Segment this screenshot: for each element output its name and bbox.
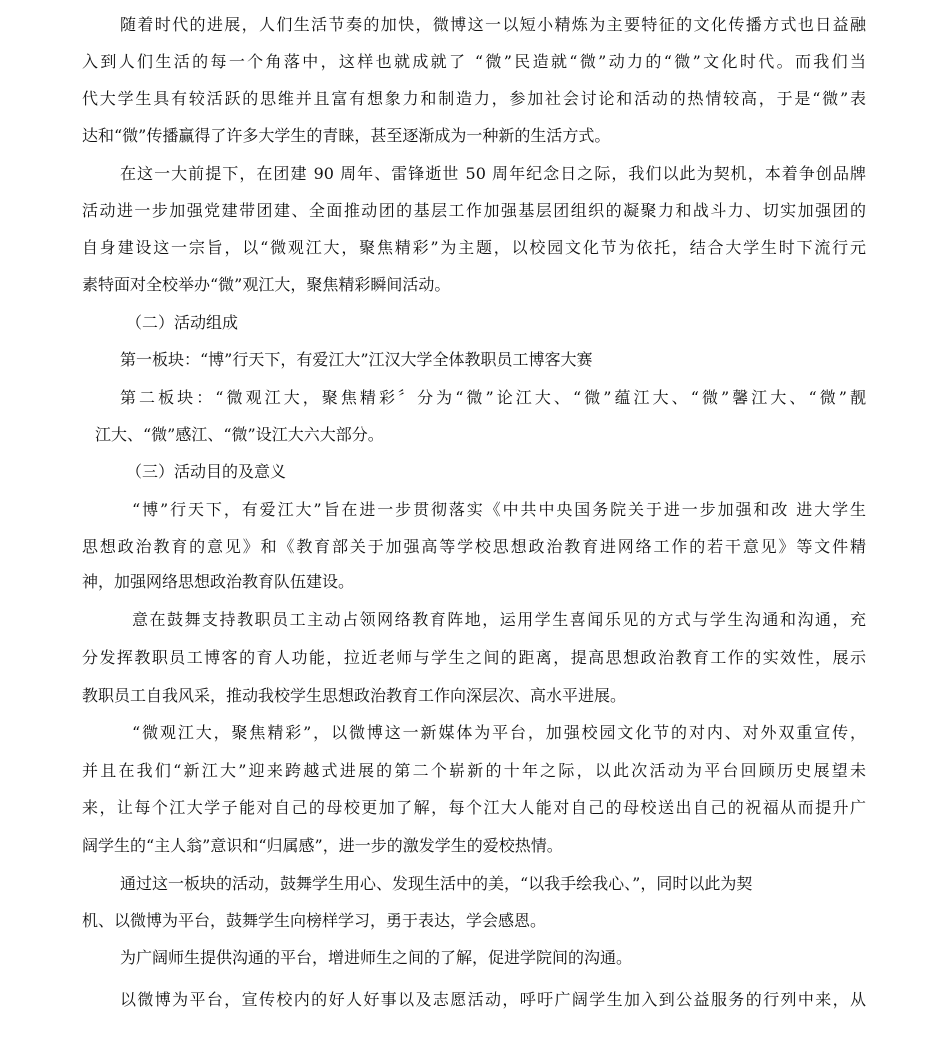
paragraph-line: 来，让每个江大学子能对自己的母校更加了解，每个江大人能对自己的母校送出自己的祝福从而提升广 [82,798,866,817]
paragraph-line: 第一板块：“博”行天下，有爱江大”江汉大学全体教职员工博客大赛 [120,350,593,369]
paragraph-line: 机、以微博为平台，鼓舞学生向榜样学习，勇于表达，学会感恩。 [82,911,547,930]
paragraph-line: 并且在我们“新江大”迎来跨越式进展的第二个崭新的十年之际，以此次活动为平台回顾历史展望未 [82,761,866,780]
paragraph-line: 达和“微”传播赢得了许多大学生的青睐，甚至逐渐成为一种新的生活方式。 [82,126,611,145]
paragraph-line: 通过这一板块的活动，鼓舞学生用心、发现生活中的美，“以我手绘我心、”，同时以此为契 [120,874,753,893]
paragraph-line: 思想政治教育的意见》和《教育部关于加强高等学校思想政治教育进网络工作的若干意见》等文件精 [82,537,866,556]
paragraph-line: 意在鼓舞支持教职员工主动占领网络教育阵地，运用学生喜闻乐见的方式与学生沟通和沟通，充 [132,610,866,629]
paragraph-line: 在这一大前提下，在团建 90 周年、雷锋逝世 50 周年纪念日之际，我们以此为契机，本着争创品牌 [120,164,866,183]
paragraph-line: 随着时代的进展，人们生活节奏的加快，微博这一以短小精炼为主要特征的文化传播方式也日益融 [120,15,866,34]
paragraph-line: 活动进一步加强党建带团建、全面推动团的基层工作加强基层团组织的凝聚力和战斗力、切实加强团的 [82,201,866,220]
paragraph-line: 教职员工自我风采，推动我校学生思想政治教育工作向深层次、高水平进展。 [82,686,627,705]
paragraph-line: 江大、“微”感江、“微”设江大六大部分。 [95,425,384,444]
paragraph-line: 阔学生的“主人翁”意识和“归属感”，进一步的激发学生的爱校热情。 [82,836,563,855]
paragraph-line: 代大学生具有较活跃的思维并且富有想象力和制造力，参加社会讨论和活动的热情较高，于是“微”表 [82,89,866,108]
paragraph-line: 自身建设这一宗旨，以“微观江大，聚焦精彩”为主题，以校园文化节为依托，结合大学生时下流行元 [82,238,866,257]
paragraph-line: 分发挥教职员工博客的育人功能，拉近老师与学生之间的距离，提高思想政治教育工作的实效性，展示 [82,648,866,667]
paragraph-line: 以微博为平台，宣传校内的好人好事以及志愿活动，呼吁广阔学生加入到公益服务的行列中来，从 [120,990,866,1009]
paragraph-line: “微观江大，聚焦精彩”，以微博这一新媒体为平台，加强校园文化节的对内、对外双重宣传， [132,723,866,742]
paragraph-line: 素特面对全校举办“微”观江大，聚焦精彩瞬间活动。 [82,275,451,294]
section-heading: （三）活动目的及意义 [126,462,287,481]
paragraph-line: 第二板块：“微观江大，聚焦精彩〞分为“微”论江大、“微”蕴江大、“微”馨江大、“微”靓 [120,388,866,407]
paragraph-line: “博”行天下，有爱江大”旨在进一步贯彻落实《中共中央国务院关于进一步加强和改 进大学生 [132,500,866,519]
section-heading: （二）活动组成 [126,313,239,332]
paragraph-line: 入到人们生活的每一个角落中，这样也就成就了 “微”民造就“微”动力的“微”文化时代。而我们当 [82,52,866,71]
paragraph-line: 为广阔师生提供沟通的平台，增进师生之间的了解，促进学院间的沟通。 [120,948,633,967]
paragraph-line: 神，加强网络思想政治教育队伍建设。 [82,572,355,591]
